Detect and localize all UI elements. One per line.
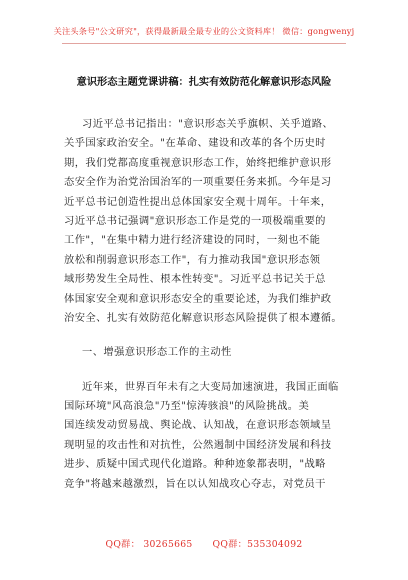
paragraph-line: 期，我们党都高度重视意识形态工作，始终把维护意识形 [64, 156, 332, 169]
header-note: 关注头条号"公文研究"，获得最新最全最专业的公文资料库！ 微信：gongwenyj [53, 26, 355, 36]
document-body [64, 115, 348, 494]
paragraph-line: 域形势发生全局性、根本性转变"。习近平总书记关于总 [64, 273, 326, 286]
paragraph-line: 态安全作为治党治国治军的一项重要任务来抓。今年是习 [64, 176, 332, 189]
paragraph-line: 国连续发动贸易战、舆论战、认知战，在意识形态领域呈 [64, 419, 332, 432]
paragraph-line: 治安全、扎实有效防范化解意识形态风险提供了根本遵循。 [64, 311, 343, 324]
paragraph-line: 竞争"将越来越激烈，旨在以认知战攻心夺志，对党员干 [64, 477, 326, 490]
footer-contact [0, 536, 408, 550]
paragraph-line: 关乎国家政治安全。"在革命、建设和改革的各个历史时 [64, 137, 326, 150]
paragraph-line: 国际环境"风高浪急"乃至"惊涛骇浪"的风险挑战。美 [64, 400, 310, 413]
paragraph-line: 习近平总书记强调"意识形态工作是党的一项极端重要的 [64, 214, 326, 227]
header-divider [62, 43, 346, 44]
paragraph-line: 近平总书记创造性提出总体国家安全观十周年。十年来， [64, 195, 332, 208]
paragraph-line: 现明显的攻击性和对抗性，公然遏制中国经济发展和科技 [64, 438, 332, 451]
paragraph-line: 习近平总书记指出："意识形态关乎旗帜、关乎道路、 [82, 118, 334, 130]
footer-qq-group-2: QQ群：535304092 [212, 539, 303, 550]
footer-qq-group-1: QQ群： 30265665 [105, 539, 193, 550]
paragraph-line: 近年来，世界百年未有之大变局加速演进，我国正面临 [82, 380, 339, 393]
paragraph-line: 工作"，"在集中精力进行经济建设的同时，一刻也不能 [64, 234, 321, 247]
section-heading: 一、增强意识形态工作的主动性 [82, 346, 232, 359]
paragraph-line: 进步、质疑中国式现代化道路。种种迹象都表明，"战略 [64, 458, 326, 471]
paragraph-line: 放松和削弱意识形态工作"，有力推动我国"意识形态领 [64, 253, 321, 266]
page-title: 意识形态主题党课讲稿：扎实有效防范化解意识形态风险 [76, 77, 332, 88]
paragraph-line: 体国家安全观和意识形态安全的重要论述，为我们维护政 [64, 292, 332, 305]
